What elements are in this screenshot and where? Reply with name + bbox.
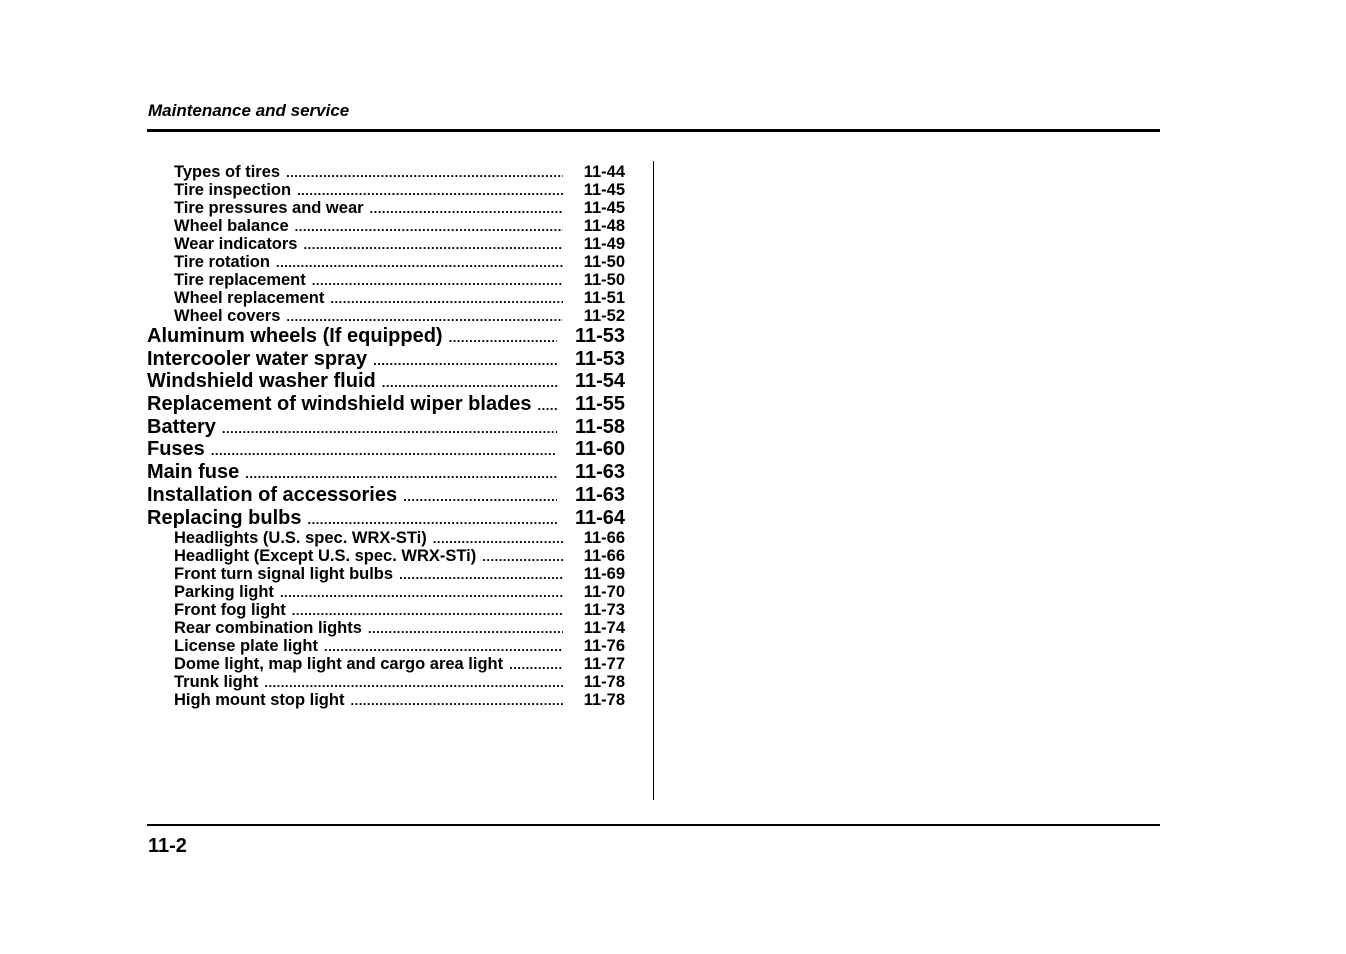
toc-entry-label: Types of tires [174,163,281,181]
toc-entry-page: 11-60 [574,438,625,461]
toc-entry[interactable] [147,416,625,439]
toc-dot-leader [286,308,563,326]
toc-entry[interactable] [147,601,625,619]
toc-dot-leader [324,638,563,656]
footer-rule [147,824,1160,826]
toc-entry-label: Wheel replacement [174,289,325,307]
page-number: 11-2 [148,835,187,857]
toc-entry[interactable] [147,461,625,484]
toc-entry[interactable] [147,673,625,691]
toc-dot-leader [433,530,563,548]
toc-entry-label: Replacing bulbs [147,506,302,529]
toc-dot-leader [373,350,557,373]
toc-entry[interactable] [147,199,625,217]
toc-entry[interactable] [147,583,625,601]
toc-dot-leader [303,236,563,254]
toc-entry[interactable] [147,235,625,253]
toc-dot-leader [382,372,557,395]
toc-dot-leader [350,692,563,710]
toc-dot-leader [286,164,563,182]
toc-entry[interactable] [147,547,625,565]
toc-entry[interactable] [147,484,625,507]
toc-dot-leader [449,327,557,350]
toc-entry-label: Front fog light [174,601,286,620]
toc-entry-label: Installation of accessories [147,483,398,506]
toc-entry-label: Battery [147,415,216,438]
toc-dot-leader [330,290,563,308]
toc-entry-page: 11-70 [583,583,625,602]
toc-entry-page: 11-53 [574,325,625,347]
toc-entry[interactable] [147,637,625,655]
toc-dot-leader [297,182,563,200]
toc-dot-leader [370,200,563,218]
toc-entry[interactable] [147,370,625,393]
toc-entry-page: 11-54 [574,370,625,393]
toc-entry[interactable] [147,217,625,235]
toc-dot-leader [403,486,557,509]
toc-entry-page: 11-64 [574,506,625,529]
toc-dot-leader [276,254,563,272]
toc-entry-page: 11-66 [583,529,625,548]
toc-entry[interactable] [147,181,625,199]
toc-dot-leader [280,584,563,602]
toc-entry-label: Rear combination lights [174,619,362,638]
toc-entry-page: 11-78 [583,691,625,710]
toc-entry-page: 11-50 [583,271,625,289]
header-rule [147,129,1160,132]
toc-entry-page: 11-69 [583,565,625,584]
toc-dot-leader [295,218,563,236]
toc-entry[interactable] [147,289,625,307]
toc-entry-label: Intercooler water spray [147,347,368,370]
toc-entry-page: 11-53 [574,347,625,370]
toc-dot-leader [368,620,563,638]
toc-entry-label: Main fuse [147,461,240,484]
toc-dot-leader [307,509,557,532]
toc-entry-page: 11-45 [583,199,625,217]
toc-entry-label: Front turn signal light bulbs [174,565,394,584]
toc-dot-leader [399,566,563,584]
toc-entry-page: 11-52 [583,307,625,325]
toc-entry-page: 11-49 [583,235,625,253]
toc-entry-label: Wheel covers [174,307,281,325]
toc-entry-page: 11-76 [583,637,625,656]
toc-entry[interactable] [147,655,625,673]
toc-entry[interactable] [147,619,625,637]
toc-entry[interactable] [147,507,625,530]
toc-dot-leader [538,395,557,418]
toc-entry[interactable] [147,529,625,547]
toc-entry-page: 11-78 [583,673,625,692]
toc-entry[interactable] [147,565,625,583]
toc-entry-label: Replacement of windshield wiper blades [147,393,532,416]
toc-entry-label: Aluminum wheels (If equipped) [147,325,443,347]
toc-entry[interactable] [147,691,625,709]
toc-entry-label: Wheel balance [174,217,289,235]
toc-entry[interactable] [147,307,625,325]
toc-dot-leader [509,656,563,674]
toc-entry-label: Headlight (Except U.S. spec. WRX-STi) [174,547,477,566]
toc-entry-page: 11-66 [583,547,625,566]
toc-dot-leader [222,418,557,441]
toc-entry[interactable] [147,163,625,181]
toc-entry-label: Dome light, map light and cargo area light [174,655,504,674]
toc-entry-page: 11-48 [583,217,625,235]
toc-entry-page: 11-44 [583,163,625,181]
toc-dot-leader [312,272,563,290]
toc-entry-page: 11-63 [574,483,625,506]
toc-dot-leader [482,548,563,566]
toc-entry[interactable] [147,393,625,416]
toc-dot-leader [245,463,557,486]
toc-entry-label: License plate light [174,637,318,656]
toc-entry-label: Wear indicators [174,235,298,253]
toc-entry-page: 11-77 [583,655,625,674]
toc-entry[interactable] [147,438,625,461]
toc-entry-label: Headlights (U.S. spec. WRX-STi) [174,529,427,548]
toc-entry-label: Tire replacement [174,271,306,289]
toc-entry-label: Tire inspection [174,181,292,199]
page-header-title: Maintenance and service [148,101,350,120]
toc-entry-label: Tire rotation [174,253,270,271]
toc-entry-label: Parking light [174,583,274,602]
toc-entry-page: 11-73 [583,601,625,620]
toc-entry-page: 11-74 [583,619,625,638]
toc-entry[interactable] [147,271,625,289]
toc-entry[interactable] [147,325,625,348]
toc-entry-label: Fuses [147,438,205,461]
toc-entry[interactable] [147,348,625,371]
toc-entry-page: 11-50 [583,253,625,271]
toc-entry-label: Trunk light [174,673,259,692]
table-of-contents [147,163,625,709]
toc-entry-page: 11-58 [574,415,625,438]
toc-entry[interactable] [147,253,625,271]
toc-entry-page: 11-51 [583,289,625,307]
toc-entry-page: 11-45 [583,181,625,199]
toc-dot-leader [264,674,563,692]
toc-dot-leader [211,440,557,463]
column-divider [653,161,654,800]
toc-dot-leader [292,602,563,620]
toc-entry-label: High mount stop light [174,691,345,710]
toc-entry-label: Tire pressures and wear [174,199,364,217]
toc-entry-page: 11-55 [574,393,625,416]
toc-entry-page: 11-63 [574,461,625,484]
toc-entry-label: Windshield washer fluid [147,370,376,393]
